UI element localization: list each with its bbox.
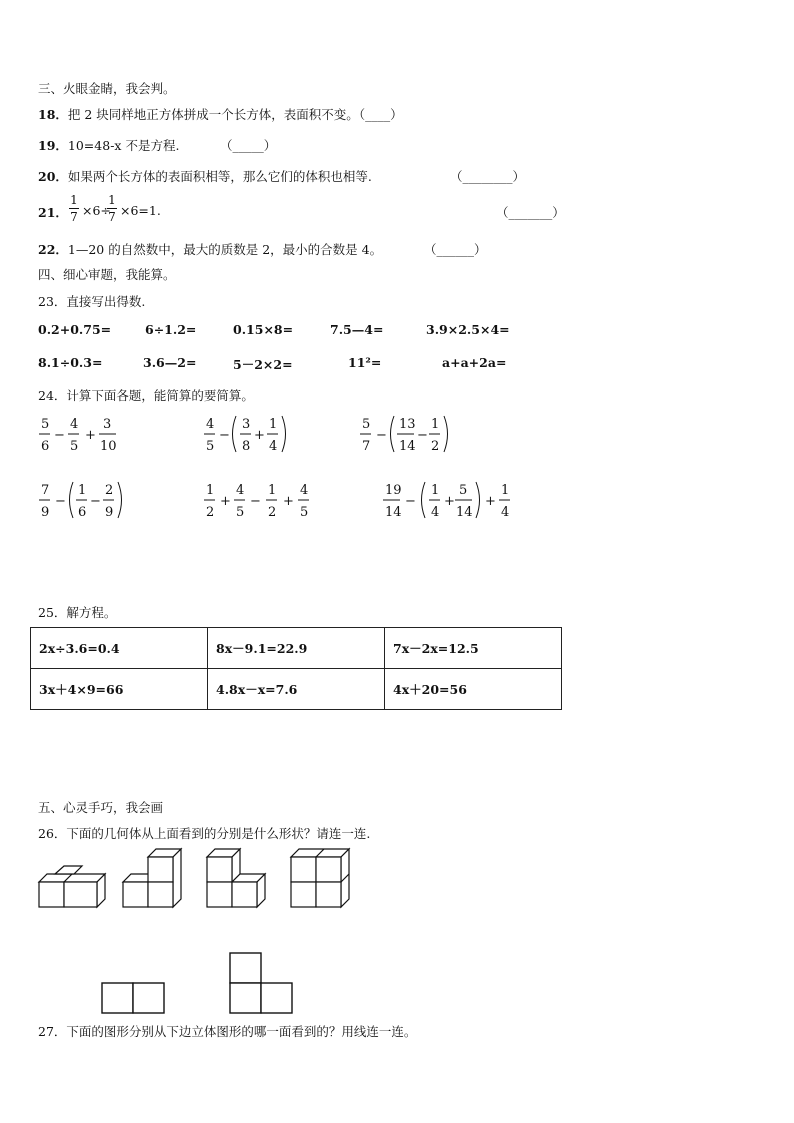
fraction-denominator: 7: [70, 210, 78, 224]
question-text: 10=48-x 不是方程.: [67, 138, 180, 153]
svg-text:3: 3: [242, 417, 251, 432]
section-4-heading: 四、细心审题，我能算。: [38, 267, 176, 282]
question-18: [38, 105, 403, 123]
svg-text:7: 7: [41, 483, 50, 498]
svg-text:1: 1: [431, 417, 440, 432]
question-27-title: 27．下面的图形分别从下边立体图形的哪一面看到的？用线连一连。: [38, 1024, 417, 1039]
svg-text:−: −: [90, 494, 101, 509]
svg-text:7: 7: [362, 439, 371, 454]
calc-item: 6÷1.2=: [145, 322, 197, 337]
question-26-title: 26．下面的几何体从上面看到的分别是什么形状？请连一连.: [38, 826, 371, 841]
expression-4: [39, 482, 122, 520]
question-20: [38, 167, 372, 185]
calc-item: 0.15×8=: [233, 322, 294, 337]
svg-text:3: 3: [103, 417, 112, 432]
svg-text:4: 4: [501, 505, 510, 520]
svg-text:−: −: [417, 428, 428, 443]
calc-item: a+a+2a=: [442, 355, 507, 370]
svg-text:2: 2: [206, 505, 215, 520]
fraction-2: [107, 192, 117, 225]
operator-text: ×6=1.: [120, 203, 161, 218]
calc-item: 3.9×2.5×4=: [426, 322, 510, 337]
svg-text:1: 1: [78, 483, 87, 498]
question-number: 18．: [38, 107, 68, 122]
cube-figure-2: [123, 849, 181, 907]
svg-text:14: 14: [399, 439, 416, 454]
fraction-1: [69, 192, 79, 225]
equation-cell: 3x＋4×9=66: [31, 669, 208, 710]
svg-text:4: 4: [236, 483, 245, 498]
answer-blank-21[interactable]: （_______）: [496, 205, 565, 220]
expression-2: [204, 416, 286, 454]
svg-text:5: 5: [206, 439, 215, 454]
svg-text:5: 5: [41, 417, 50, 432]
calc-item: 3.6—2=: [143, 355, 197, 370]
fraction-denominator: 7: [108, 210, 116, 224]
svg-text:19: 19: [385, 483, 402, 498]
expression-1: [39, 417, 117, 454]
question-23-title: 23．直接写出得数.: [38, 294, 146, 309]
equation-cell: 2x÷3.6=0.4: [31, 628, 208, 669]
question-25-title: 25．解方程。: [38, 605, 117, 620]
question-text: 如果两个长方体的表面积相等，那么它们的体积也相等.: [67, 169, 372, 184]
equation-table: [30, 627, 562, 710]
svg-text:−: −: [250, 494, 261, 509]
expression-6: [383, 482, 510, 520]
equation-cell: 4.8x－x=7.6: [208, 669, 385, 710]
question-24-title: 24．计算下面各题，能简算的要简算。: [38, 388, 254, 403]
fraction-numerator: 1: [70, 193, 78, 207]
expression-5: [204, 483, 309, 520]
svg-text:2: 2: [431, 439, 440, 454]
calc-item: 8.1÷0.3=: [38, 355, 103, 370]
calc-item: 7.5—4=: [330, 322, 384, 337]
svg-text:4: 4: [300, 483, 309, 498]
svg-text:5: 5: [300, 505, 309, 520]
svg-text:−: −: [376, 428, 387, 443]
cube-figure-1: [39, 866, 105, 907]
svg-text:+: +: [283, 494, 294, 509]
svg-text:+: +: [444, 494, 455, 509]
svg-text:14: 14: [456, 505, 473, 520]
calc-item: 11²=: [348, 355, 382, 370]
table-row: [31, 669, 562, 710]
svg-text:1: 1: [269, 417, 278, 432]
answer-blank-19[interactable]: （_____）: [220, 138, 277, 153]
expression-3: [360, 416, 448, 454]
svg-text:5: 5: [70, 439, 79, 454]
svg-text:10: 10: [100, 439, 117, 454]
svg-text:−: −: [405, 494, 416, 509]
svg-text:14: 14: [385, 505, 402, 520]
svg-text:8: 8: [242, 439, 251, 454]
svg-text:4: 4: [70, 417, 79, 432]
fraction-numerator: 1: [108, 193, 116, 207]
question-number: 22．: [38, 242, 68, 257]
svg-text:+: +: [254, 428, 265, 443]
answer-blank-20[interactable]: （________）: [450, 169, 526, 184]
svg-text:1: 1: [501, 483, 510, 498]
cube-figures: [0, 840, 380, 915]
svg-text:9: 9: [105, 505, 114, 520]
svg-text:+: +: [85, 428, 96, 443]
svg-text:9: 9: [41, 505, 50, 520]
question-number: 20．: [38, 169, 68, 184]
svg-text:1: 1: [431, 483, 440, 498]
question-number: 19．: [38, 138, 68, 153]
equation-cell: 7x－2x=12.5: [385, 628, 562, 669]
top-view-shapes: [0, 945, 320, 1020]
svg-text:13: 13: [399, 417, 416, 432]
svg-text:1: 1: [206, 483, 215, 498]
svg-text:−: −: [55, 494, 66, 509]
question-24-expressions: [0, 410, 560, 530]
question-text: 把 2 块同样地正方体拼成一个长方体，表面积不变。: [67, 107, 359, 122]
section-3-heading: 三、火眼金睛，我会判。: [38, 81, 176, 96]
svg-text:+: +: [485, 494, 496, 509]
operator-text: ×6÷: [82, 203, 111, 218]
svg-text:5: 5: [459, 483, 468, 498]
calc-item: 5－2×2=: [233, 357, 293, 372]
equation-cell: 8x－9.1=22.9: [208, 628, 385, 669]
svg-text:6: 6: [78, 505, 87, 520]
svg-text:−: −: [54, 428, 65, 443]
svg-text:4: 4: [431, 505, 440, 520]
question-22: [38, 240, 382, 258]
answer-blank-22[interactable]: （______）: [424, 242, 487, 257]
svg-text:5: 5: [236, 505, 245, 520]
svg-text:5: 5: [362, 417, 371, 432]
question-19: [38, 136, 179, 154]
view-shape-2: [230, 953, 292, 1013]
question-number: 21．: [38, 205, 68, 220]
svg-text:2: 2: [268, 505, 277, 520]
equation-cell: 4x＋20=56: [385, 669, 562, 710]
cube-figure-3: [207, 849, 265, 907]
svg-text:2: 2: [105, 483, 114, 498]
svg-text:−: −: [219, 428, 230, 443]
view-shape-1: [102, 983, 164, 1013]
svg-text:1: 1: [268, 483, 277, 498]
svg-text:6: 6: [41, 439, 50, 454]
table-row: [31, 628, 562, 669]
section-5-heading: 五、心灵手巧，我会画: [38, 800, 164, 815]
answer-blank[interactable]: （____）: [358, 107, 403, 122]
cube-figure-4: [291, 849, 349, 907]
svg-text:4: 4: [269, 439, 278, 454]
question-text: 1—20 的自然数中，最大的质数是 2，最小的合数是 4。: [67, 242, 383, 257]
svg-text:4: 4: [206, 417, 215, 432]
svg-text:+: +: [220, 494, 231, 509]
calc-item: 0.2+0.75=: [38, 322, 112, 337]
